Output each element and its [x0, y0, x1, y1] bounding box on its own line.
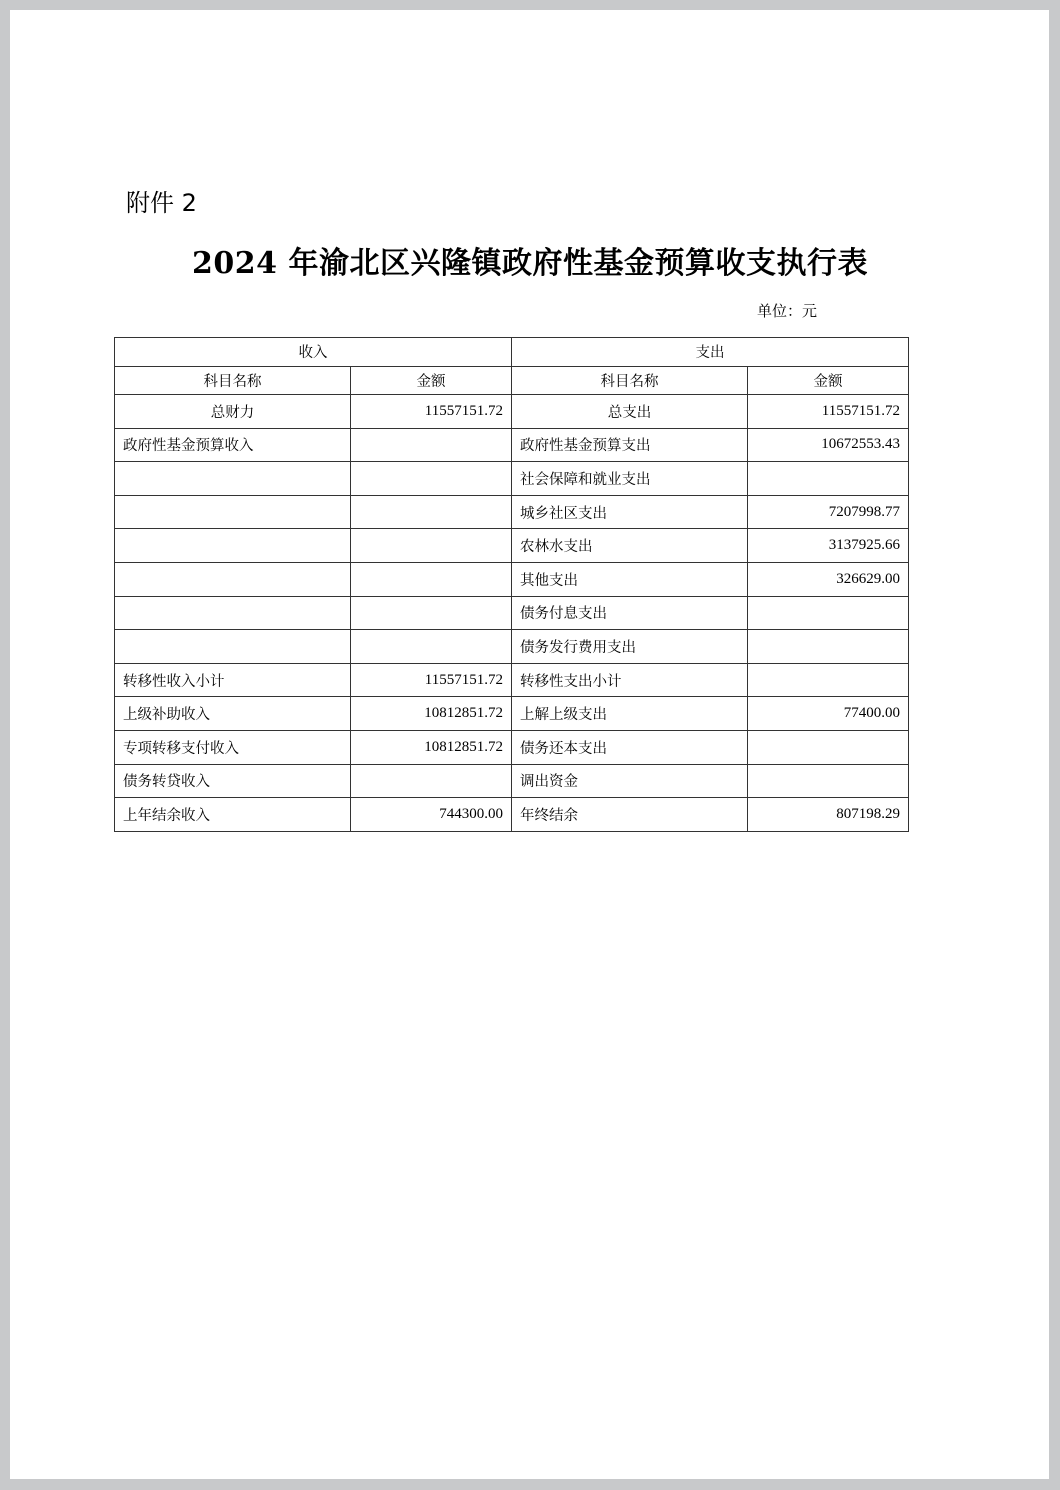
expense-amount-cell — [748, 730, 909, 764]
expense-amount-cell — [748, 630, 909, 664]
income-item-header: 科目名称 — [115, 366, 351, 395]
expense-item-cell: 年终结余 — [512, 798, 748, 832]
table-row — [115, 562, 909, 596]
income-item-cell — [115, 495, 351, 529]
expense-amount-cell — [748, 462, 909, 496]
expense-item-header: 科目名称 — [512, 366, 748, 395]
income-amount-cell — [351, 529, 512, 563]
income-amount-cell: 10812851.72 — [351, 697, 512, 731]
expense-amount-cell: 3137925.66 — [748, 529, 909, 563]
expense-item-cell: 债务发行费用支出 — [512, 630, 748, 664]
table-row — [115, 529, 909, 563]
income-item-cell: 政府性基金预算收入 — [115, 428, 351, 462]
table-row — [115, 663, 909, 697]
income-amount-cell — [351, 428, 512, 462]
table-row — [115, 495, 909, 529]
income-item-cell: 上级补助收入 — [115, 697, 351, 731]
income-amount-cell — [351, 562, 512, 596]
document-title: 2024 年渝北区兴隆镇政府性基金预算收支执行表 — [192, 246, 868, 281]
income-amount-cell: 10812851.72 — [351, 730, 512, 764]
expense-amount-cell: 807198.29 — [748, 798, 909, 832]
expense-amount-cell — [748, 663, 909, 697]
income-item-cell — [115, 596, 351, 630]
income-item-cell — [115, 630, 351, 664]
income-item-cell — [115, 562, 351, 596]
income-item-cell — [115, 462, 351, 496]
expense-amount-cell — [748, 596, 909, 630]
table-row — [115, 764, 909, 798]
column-header-row — [115, 366, 909, 395]
expense-item-cell: 债务还本支出 — [512, 730, 748, 764]
expense-item-cell: 农林水支出 — [512, 529, 748, 563]
expense-item-cell: 政府性基金预算支出 — [512, 428, 748, 462]
income-amount-cell: 11557151.72 — [351, 395, 512, 429]
income-item-cell: 专项转移支付收入 — [115, 730, 351, 764]
expense-amount-cell: 326629.00 — [748, 562, 909, 596]
income-item-cell: 债务转贷收入 — [115, 764, 351, 798]
income-amount-cell: 744300.00 — [351, 798, 512, 832]
expense-amount-cell — [748, 764, 909, 798]
expense-group-header: 支出 — [512, 338, 909, 367]
expense-item-cell: 其他支出 — [512, 562, 748, 596]
attachment-label: 附件 2 — [126, 189, 197, 217]
expense-item-cell: 调出资金 — [512, 764, 748, 798]
income-item-cell: 转移性收入小计 — [115, 663, 351, 697]
income-group-header: 收入 — [115, 338, 512, 367]
expense-amount-cell: 11557151.72 — [748, 395, 909, 429]
income-amount-header: 金额 — [351, 366, 512, 395]
expense-item-cell: 债务付息支出 — [512, 596, 748, 630]
unit-label: 单位：元 — [757, 302, 818, 320]
expense-item-cell: 转移性支出小计 — [512, 663, 748, 697]
income-item-cell: 总财力 — [115, 395, 351, 429]
income-amount-cell — [351, 764, 512, 798]
group-header-row — [115, 338, 909, 367]
income-amount-cell — [351, 495, 512, 529]
expense-amount-header: 金额 — [748, 366, 909, 395]
table-row — [115, 798, 909, 832]
income-amount-cell — [351, 630, 512, 664]
expense-item-cell: 社会保障和就业支出 — [512, 462, 748, 496]
income-item-cell — [115, 529, 351, 563]
table-row — [115, 428, 909, 462]
expense-amount-cell: 7207998.77 — [748, 495, 909, 529]
table-row — [115, 630, 909, 664]
expense-item-cell: 上解上级支出 — [512, 697, 748, 731]
table-row — [115, 395, 909, 429]
expense-amount-cell: 10672553.43 — [748, 428, 909, 462]
expense-item-cell: 城乡社区支出 — [512, 495, 748, 529]
income-amount-cell — [351, 596, 512, 630]
table-row — [115, 462, 909, 496]
income-item-cell: 上年结余收入 — [115, 798, 351, 832]
table-row — [115, 697, 909, 731]
expense-amount-cell: 77400.00 — [748, 697, 909, 731]
budget-table — [114, 337, 909, 832]
expense-item-cell: 总支出 — [512, 395, 748, 429]
table-row — [115, 596, 909, 630]
income-amount-cell — [351, 462, 512, 496]
income-amount-cell: 11557151.72 — [351, 663, 512, 697]
table-row — [115, 730, 909, 764]
